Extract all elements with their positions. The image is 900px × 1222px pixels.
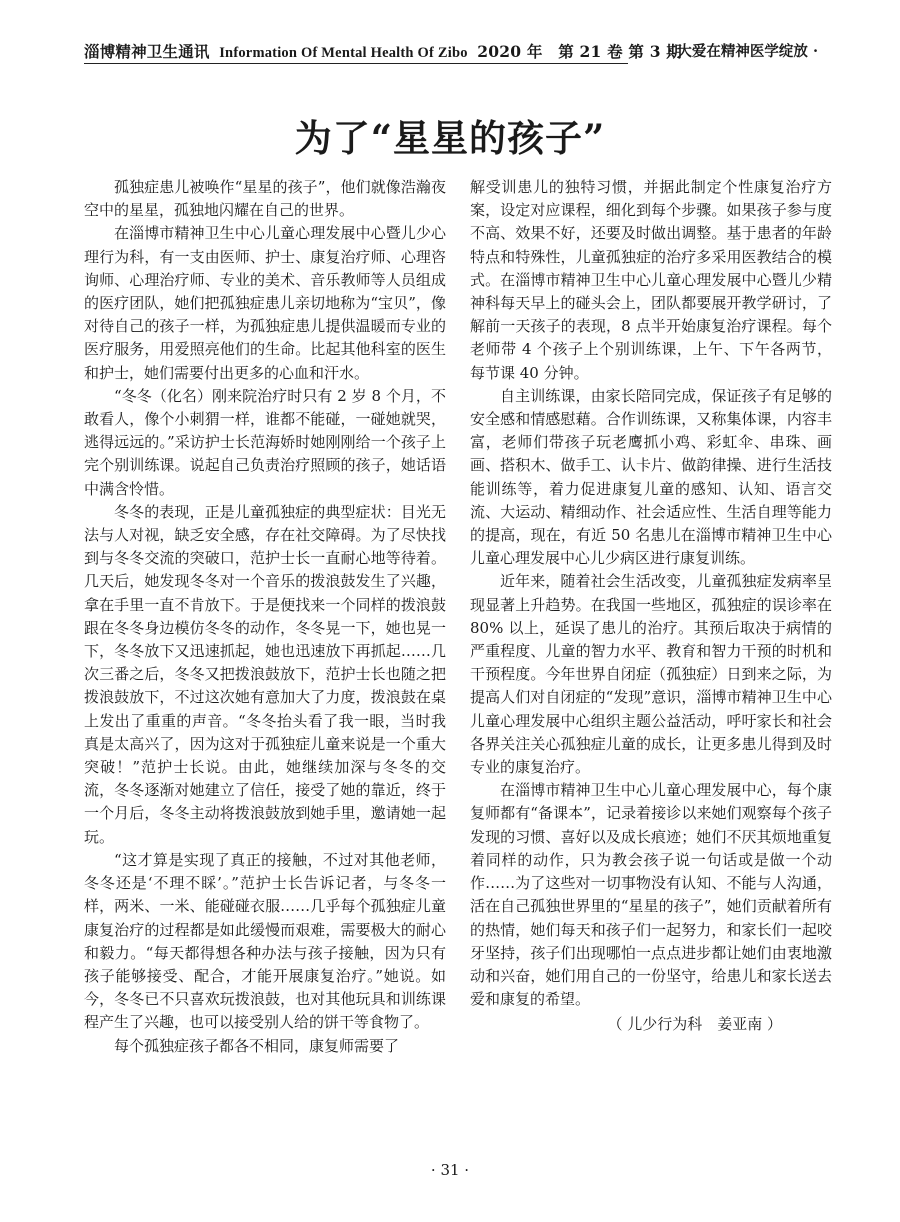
paragraph-continued: 解受训患儿的独特习惯，并据此制定个性康复治疗方案，设定对应课程，细化到每个步骤。如果孩子参与度不高、效果不好，还要及时做出调整。基于患者的年龄特点和特殊性，儿童孤独症的治疗多采用医教结合的模式。在淄博市精神卫生中心儿童心理发展中心暨儿少精神科每天早上的碰头会上，团队都要展开教学研讨，了解前一天孩子的表现，8 点半开始康复治疗课程。每个老师带 4 个孩子上个别训练课，上午、下午各两节，每节课 40 分钟。 xyxy=(470,178,832,382)
article-title: 为了“星星的孩子” xyxy=(294,116,606,160)
paragraph: 每个孤独症孩子都各不相同，康复师需要了 xyxy=(114,1036,400,1055)
paragraph: 自主训练课，由家长陪同完成，保证孩子有足够的安全感和情感慰藉。合作训练课，又称集体课，内容丰富，老师们带孩子玩老鹰抓小鸡、彩虹伞、串珠、画画、搭积木、做手工、认卡片、做韵律操、进行生活技能训练等，着力促进康复儿童的感知、认知、语言交流、大运动、精细动作、社会适应性、生活自理等能力的提高，现在，有近 50 名患儿在淄博市精神卫生中心儿童心理发展中心儿少病区进行康复训练。 xyxy=(470,386,832,568)
paragraph: 在淄博市精神卫生中心儿童心理发展中心，每个康复师都有“备课本”，记录着接诊以来她们观察每个孩子发现的习惯、喜好以及成长痕迹；她们不厌其烦地重复着同样的动作，只为教会孩子说一句话或是做一个动作……为了这些对一切事物没有认知、不能与人沟通，活在自己孤独世界里的“星星的孩子”，她们贡献着所有的热情，她们每天和孩子们一起努力，和家长们一起咬牙坚持，孩子们出现哪怕一点点进步都让她们由衷地激动和兴奋，她们用自己的一份坚守，给患儿和家长送去爱和康复的希望。 xyxy=(470,781,832,1009)
right-column xyxy=(470,176,832,1037)
journal-slogan: · 大爱在精神医学绽放 · xyxy=(667,43,818,60)
journal-info xyxy=(84,40,682,62)
paragraph: 冬冬的表现，正是儿童孤独症的典型症状：目光无法与人对视，缺乏安全感，存在社交障碍。为了尽快找到与冬冬交流的突破口，范护士长一直耐心地等待着。几天后，她发现冬冬对一个音乐的拨浪鼓发生了兴趣，拿在手里一直不肯放下。于是便找来一个同样的拨浪鼓跟在冬冬身边模仿冬冬的动作，冬冬晃一下，她也晃一下，冬冬放下又迅速抓起，她也迅速放下再抓起……几次三番之后，冬冬又把拨浪鼓放下，范护士长也随之把拨浪鼓放下，不过这次她有意加大了力度，拨浪鼓在桌上发出了重重的声音。“冬冬抬头看了我一眼，当时我真是太高兴了，因为这对于孤独症儿童来说是一个重大突破！”范护士长说。由此，她继续加深与冬冬的交流，冬冬逐渐对她建立了信任，接受了她的靠近，终于一个月后，冬冬主动将拨浪鼓放到她手里，邀请她一起玩。 xyxy=(84,502,446,846)
journal-title-cn: 淄博精神卫生通讯 xyxy=(84,42,210,61)
page-number: · 31 · xyxy=(430,1161,470,1179)
journal-title-en: Information Of Mental Health Of Zibo xyxy=(219,45,468,61)
author-signature: （ 儿少行为科 姜亚南 ） xyxy=(607,1015,782,1034)
header-rule xyxy=(84,63,628,64)
left-column xyxy=(84,176,446,1058)
paragraph: “冬冬（化名）刚来院治疗时只有 2 岁 8 个月，不敢看人，像个小刺猬一样，谁都不能碰，一碰她就哭，逃得远远的。”采访护士长范海娇时她刚刚给一个孩子上完个别训练课。说起自己负责治疗照顾的孩子，她话语中满含怜惜。 xyxy=(84,386,446,498)
paragraph: 近年来，随着社会生活改变，儿童孤独症发病率呈现显著上升趋势。在我国一些地区，孤独症的误诊率在 80% 以上，延误了患儿的治疗。其预后取决于病情的严重程度、儿童的智力水平、教育和智力干预的时机和干预程度。今年世界自闭症（孤独症）日到来之际，为提高人们对自闭症的“发现”意识，淄博市精神卫生中心儿童心理发展中心组织主题公益活动，呼吁家长和社会各界关注关心孤独症儿童的成长，让更多患儿得到及时专业的康复治疗。 xyxy=(470,572,832,777)
issue-info: 2020 年 第 21 卷 第 3 期 xyxy=(477,42,682,61)
running-header xyxy=(84,38,818,64)
paragraph: “这才算是实现了真正的接触，不过对其他老师，冬冬还是‘不理不睬’。”范护士长告诉记者，与冬冬一样，两米、一米、能碰碰衣服……几乎每个孤独症儿童康复治疗的过程都是如此缓慢而艰难，需要极大的耐心和毅力。“每天都得想各种办法与孩子接触，因为只有孩子能够接受、配合，才能开展康复治疗。”她说。如今，冬冬已不只喜欢玩拨浪鼓，也对其他玩具和训练课程产生了兴趣，也可以接受别人给的饼干等食物了。 xyxy=(84,850,446,1032)
paragraph: 孤独症患儿被唤作“星星的孩子”，他们就像浩瀚夜空中的星星，孤独地闪耀在自己的世界。 xyxy=(84,178,446,220)
paragraph: 在淄博市精神卫生中心儿童心理发展中心暨儿少心理行为科，有一支由医师、护士、康复治疗师、心理咨询师、心理治疗师、专业的美术、音乐教师等人员组成的医疗团队，她们把孤独症患儿亲切地称为“宝贝”，像对待自己的孩子一样，为孤独症患儿提供温暖而专业的医疗服务，用爱照亮他们的生命。比起其他科室的医生和护士，她们需要付出更多的心血和汗水。 xyxy=(84,224,446,382)
